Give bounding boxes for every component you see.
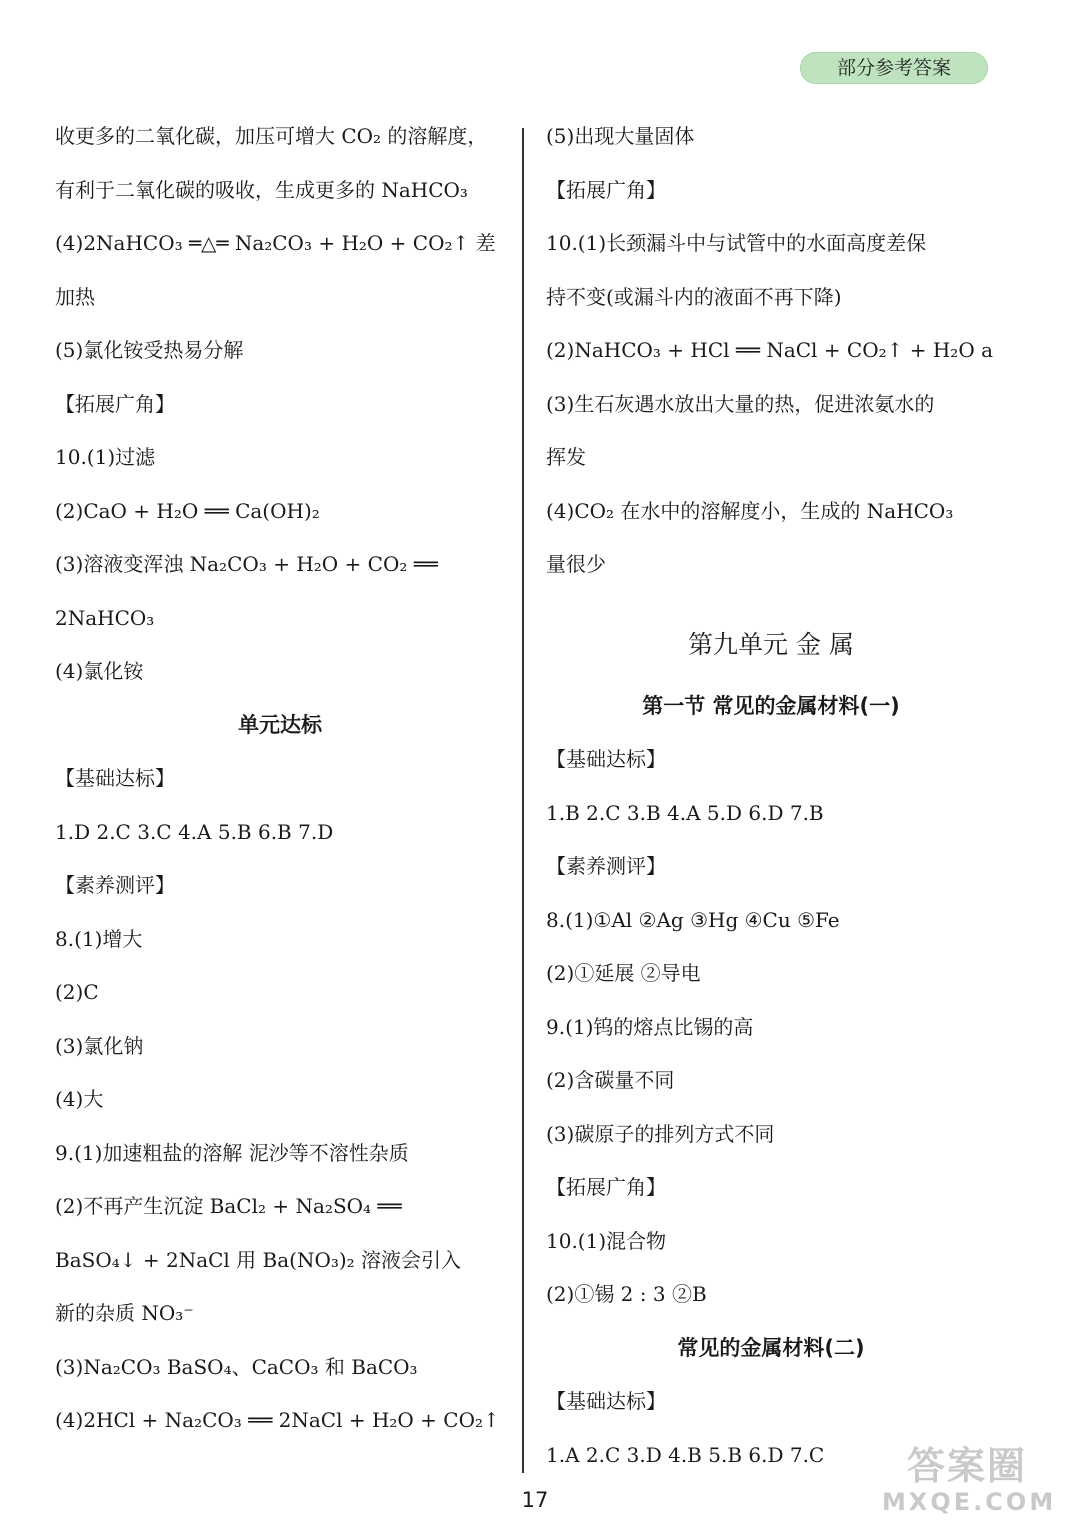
text-line: (2)C bbox=[55, 980, 99, 1004]
text-line: (2)CaO + H₂O ══ Ca(OH)₂ bbox=[55, 498, 320, 523]
watermark-logo bbox=[882, 1444, 1057, 1524]
text-line: 10.(1)过滤 bbox=[55, 445, 156, 469]
text-line: BaSO₄↓ + 2NaCl 用 Ba(NO₃)₂ 溶液会引入 bbox=[55, 1247, 462, 1272]
section-heading: 常见的金属材料(二) bbox=[677, 1335, 865, 1360]
text-line: 1.A 2.C 3.D 4.B 5.B 6.D 7.C bbox=[546, 1442, 825, 1467]
left-column bbox=[55, 110, 505, 1448]
text-line: (2)①锡 2 : 3 ②B bbox=[546, 1282, 707, 1306]
text-line: (2)不再产生沉淀 BaCl₂ + Na₂SO₄ ══ bbox=[55, 1194, 402, 1218]
text-line: (3)碳原子的排列方式不同 bbox=[546, 1121, 775, 1146]
watermark-url: MXQE.COM bbox=[882, 1488, 1057, 1516]
section-heading: 第一节 常见的金属材料(一) bbox=[642, 693, 900, 718]
text-line: 有利于二氧化碳的吸收，生成更多的 NaHCO₃ bbox=[55, 177, 468, 202]
text-line: 10.(1)混合物 bbox=[546, 1228, 667, 1253]
text-line: 【基础达标】 bbox=[546, 1389, 666, 1413]
right-column bbox=[546, 110, 996, 1482]
text-line: (4)大 bbox=[55, 1087, 104, 1111]
section-heading: 单元达标 bbox=[238, 712, 322, 737]
text-line: 【拓展广角】 bbox=[546, 1175, 666, 1199]
text-line: (5)氯化铵受热易分解 bbox=[55, 338, 244, 362]
text-line: 收更多的二氧化碳，加压可增大 CO₂ 的溶解度， bbox=[55, 124, 488, 148]
text-line: 量很少 bbox=[546, 552, 606, 576]
text-line: 【拓展广角】 bbox=[546, 177, 666, 202]
text-line: (2)①延展 ②导电 bbox=[546, 961, 701, 985]
text-line: 【拓展广角】 bbox=[55, 391, 175, 416]
text-line: 8.(1)增大 bbox=[55, 926, 143, 951]
text-line: 加热 bbox=[55, 284, 95, 309]
column-divider bbox=[522, 128, 524, 1473]
text-line: 持不变(或漏斗内的液面不再下降) bbox=[546, 284, 842, 309]
text-line: (3)Na₂CO₃ BaSO₄、CaCO₃ 和 BaCO₃ bbox=[55, 1354, 418, 1379]
section-badge: 部分参考答案 bbox=[800, 52, 988, 84]
text-line: 新的杂质 NO₃⁻ bbox=[55, 1301, 194, 1325]
text-line: (4)2HCl + Na₂CO₃ ══ 2NaCl + H₂O + CO₂↑ bbox=[55, 1408, 500, 1432]
text-line: (3)溶液变浑浊 Na₂CO₃ + H₂O + CO₂ ══ bbox=[55, 552, 438, 576]
text-line: 【素养测评】 bbox=[546, 854, 666, 878]
text-line: 8.(1)①Al ②Ag ③Hg ④Cu ⑤Fe bbox=[546, 907, 840, 932]
watermark-text: 答案圈 bbox=[906, 1444, 1027, 1488]
text-line: 1.D 2.C 3.C 4.A 5.B 6.B 7.D bbox=[55, 819, 334, 844]
text-line: (2)含碳量不同 bbox=[546, 1068, 675, 1092]
text-line: 9.(1)钨的熔点比锡的高 bbox=[546, 1014, 754, 1039]
text-line: 9.(1)加速粗盐的溶解 泥沙等不溶性杂质 bbox=[55, 1140, 409, 1165]
page-number: 17 bbox=[521, 1488, 549, 1512]
text-line: (3)氯化钠 bbox=[55, 1033, 144, 1058]
text-line: (4)2NaHCO₃ ═△═ Na₂CO₃ + H₂O + CO₂↑ 差 bbox=[55, 231, 496, 255]
text-line: (4)CO₂ 在水中的溶解度小，生成的 NaHCO₃ bbox=[546, 498, 954, 523]
text-line: (5)出现大量固体 bbox=[546, 124, 695, 148]
text-line: 【基础达标】 bbox=[55, 766, 175, 790]
unit-title: 第九单元 金 属 bbox=[688, 629, 854, 659]
text-line: 挥发 bbox=[546, 445, 586, 469]
text-line: (2)NaHCO₃ + HCl ══ NaCl + CO₂↑ + H₂O a bbox=[546, 338, 994, 362]
text-line: (3)生石灰遇水放出大量的热，促进浓氨水的 bbox=[546, 391, 935, 416]
text-line: 2NaHCO₃ bbox=[55, 605, 155, 630]
text-line: 【基础达标】 bbox=[546, 747, 666, 771]
text-line: 10.(1)长颈漏斗中与试管中的水面高度差保 bbox=[546, 231, 927, 255]
text-line: 1.B 2.C 3.B 4.A 5.D 6.D 7.B bbox=[546, 800, 824, 825]
text-line: 【素养测评】 bbox=[55, 873, 175, 897]
text-line: (4)氯化铵 bbox=[55, 659, 144, 683]
